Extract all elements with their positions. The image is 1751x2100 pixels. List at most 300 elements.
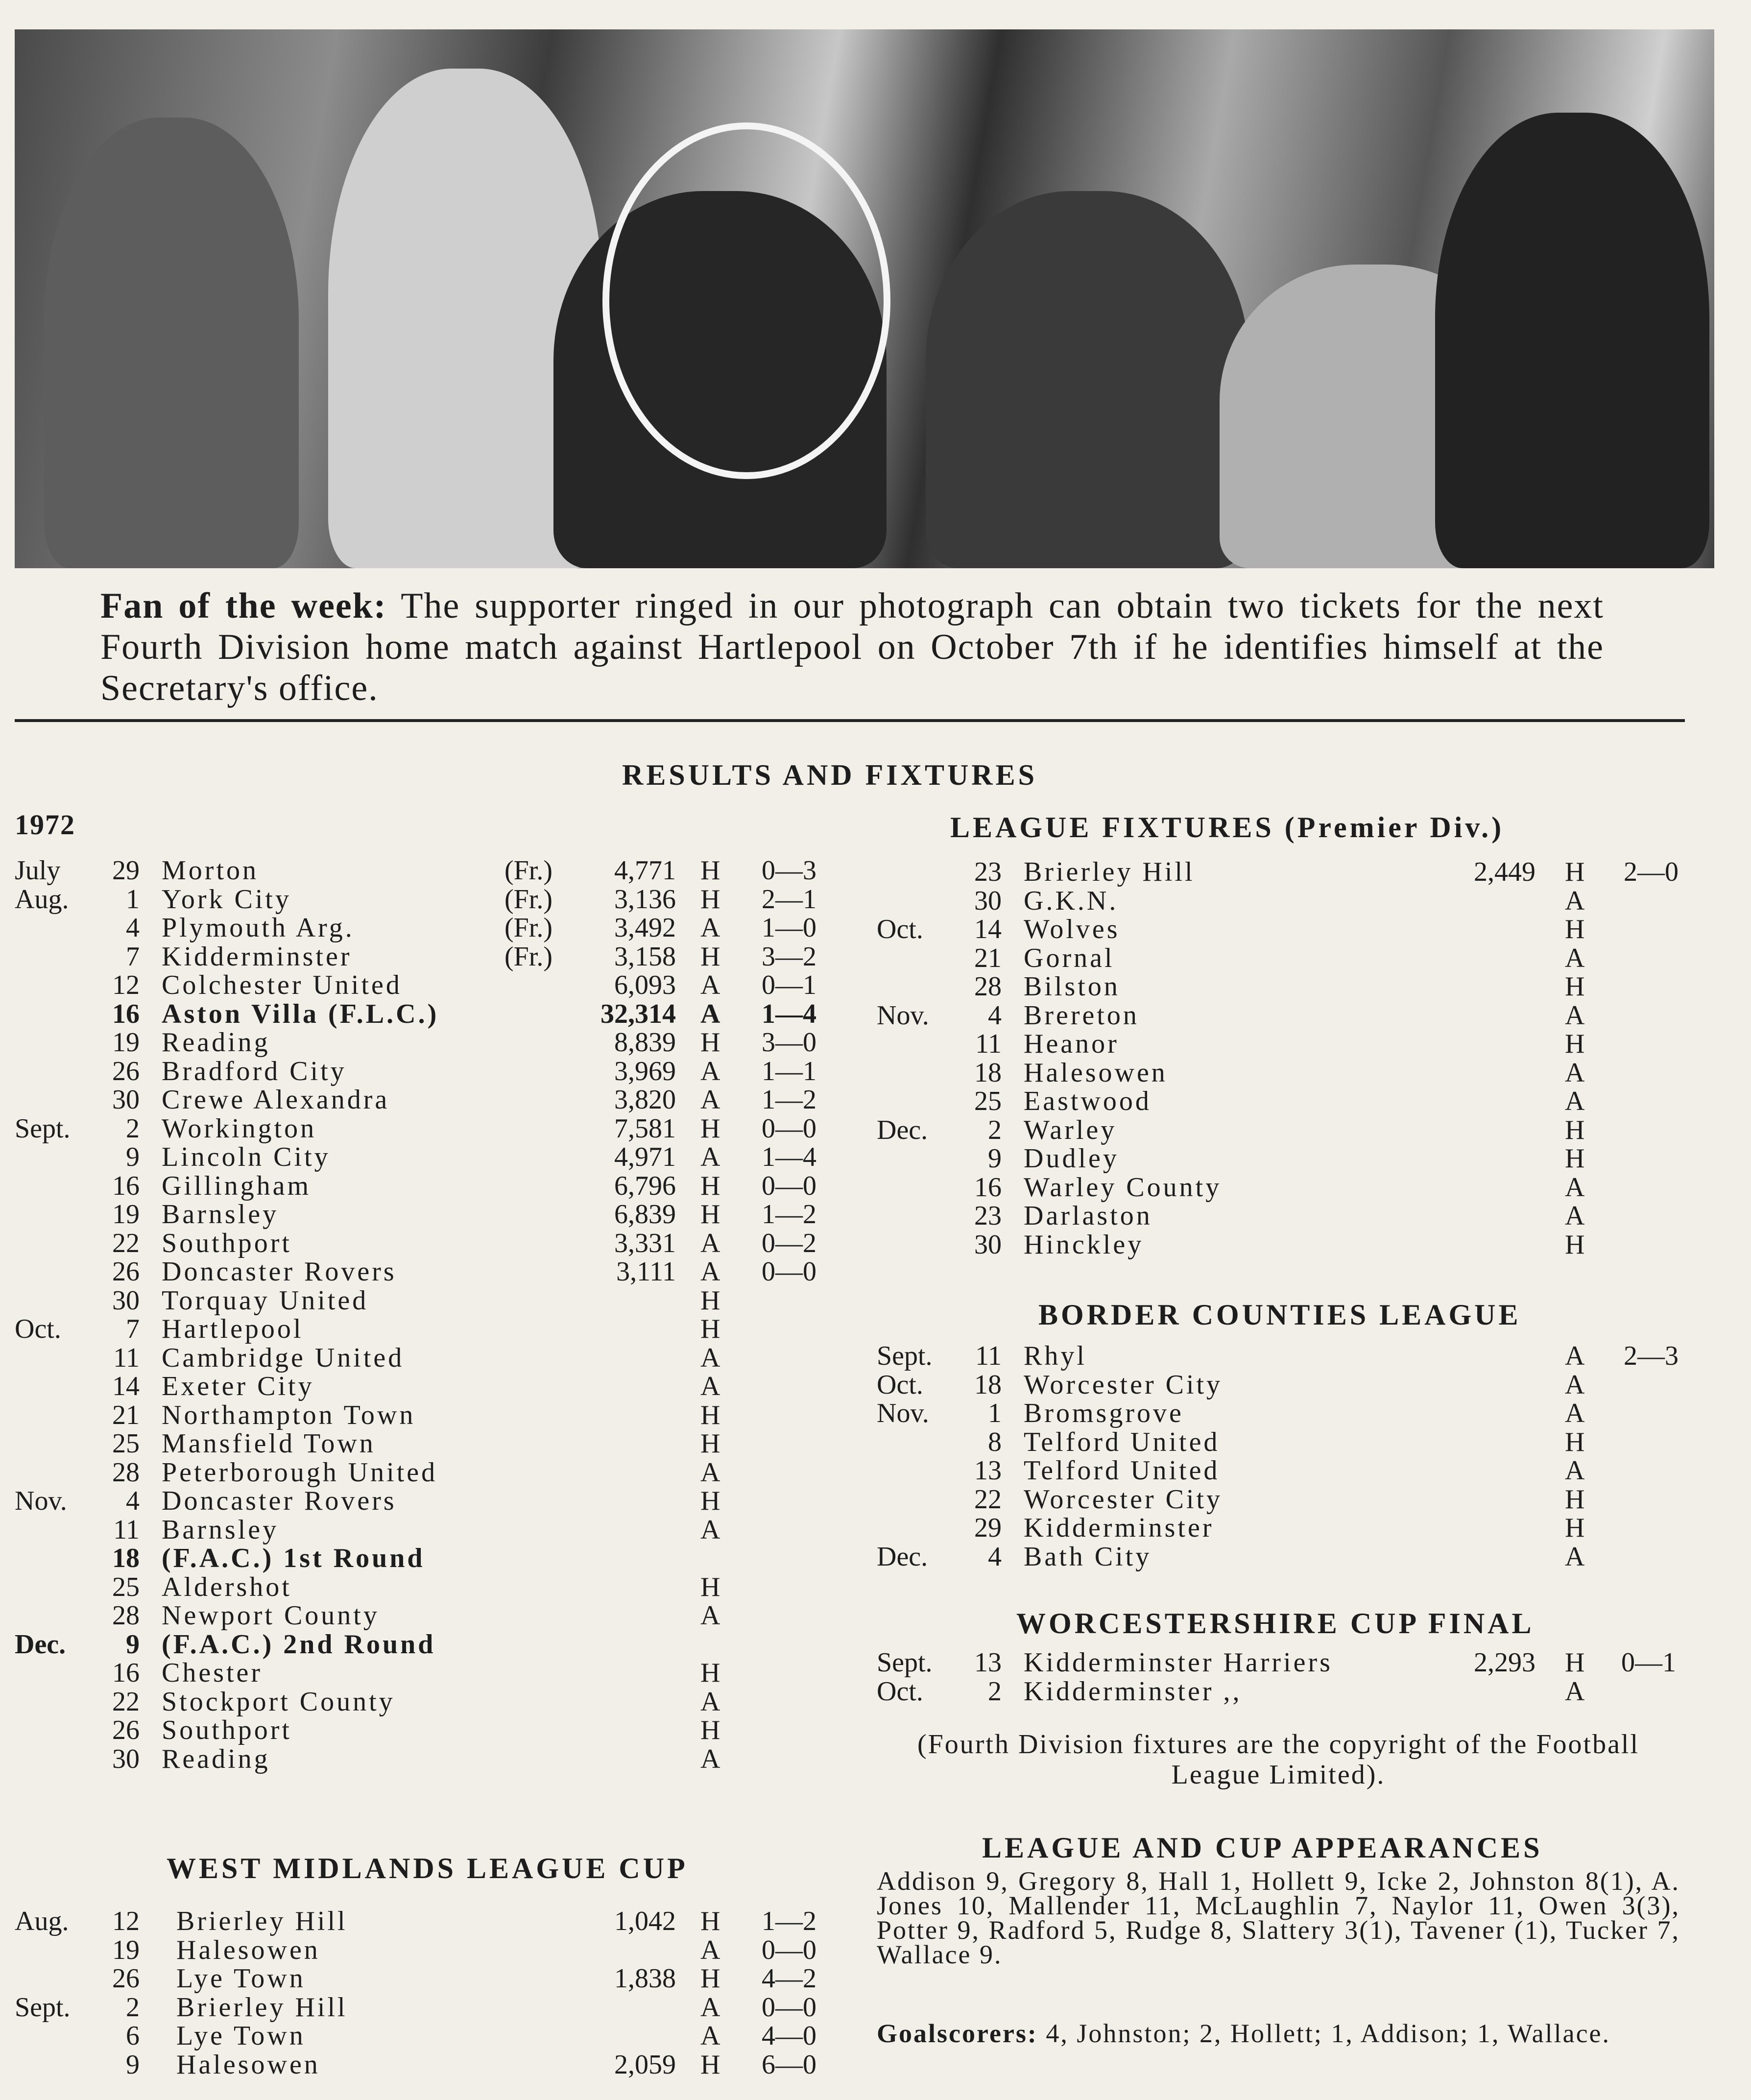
ringed-supporter-circle xyxy=(602,122,890,479)
fixture-attendance: 6,839 xyxy=(614,1199,676,1230)
fixture-row xyxy=(877,1229,1709,1258)
fixture-venue: A xyxy=(700,1743,720,1774)
fixture-opponent: Telford United xyxy=(1024,1426,1220,1457)
fixture-opponent: Brereton xyxy=(1024,1000,1139,1031)
fixture-opponent: Dudley xyxy=(1024,1143,1119,1174)
fixture-day: 21 xyxy=(974,942,1002,973)
fixture-venue: H xyxy=(1565,1114,1585,1145)
fixture-row xyxy=(877,914,1709,942)
fixture-day: 16 xyxy=(112,998,140,1029)
fixture-score: 0—0 xyxy=(762,1934,816,1965)
league-fixtures-heading: LEAGUE FIXTURES (Premier Div.) xyxy=(950,811,1505,844)
fixture-score: 1—0 xyxy=(762,913,816,943)
fixture-opponent: Warley County xyxy=(1024,1172,1222,1203)
fixture-opponent: Halesowen xyxy=(176,2049,320,2080)
fixture-venue: H xyxy=(700,1963,720,1994)
fixture-row xyxy=(877,1086,1709,1114)
goalscorers-text: 4, Johnston; 2, Hollett; 1, Addison; 1, Wallace. xyxy=(1046,2019,1611,2048)
fixture-row xyxy=(15,1400,842,1428)
fixture-venue: A xyxy=(700,1371,720,1401)
copyright-note: (Fourth Division fixtures are the copyright of the Football League Limited). xyxy=(917,1729,1640,1790)
fixture-day: 19 xyxy=(112,1027,140,1058)
fixture-month: Oct. xyxy=(877,914,923,944)
fixture-day: 12 xyxy=(112,970,140,1000)
fixture-row xyxy=(15,969,842,998)
fixture-day: 22 xyxy=(112,1686,140,1717)
fixture-day: 28 xyxy=(112,1457,140,1488)
fixture-attendance: 4,771 xyxy=(614,855,676,886)
fixture-row xyxy=(15,1056,842,1085)
fixture-competition: (Fr.) xyxy=(504,855,552,886)
fixture-score: 0—3 xyxy=(762,855,816,886)
fixture-score: 4—0 xyxy=(762,2021,816,2051)
fixture-row xyxy=(877,1369,1709,1398)
fixture-month: Sept. xyxy=(15,1113,71,1144)
fixture-row xyxy=(877,1484,1709,1513)
fixture-day: 30 xyxy=(112,1285,140,1316)
fixture-month: Oct. xyxy=(15,1314,61,1344)
fixture-venue: A xyxy=(1565,1201,1585,1231)
fixture-score: 1—4 xyxy=(762,1142,816,1172)
fixture-venue: A xyxy=(700,1992,720,2023)
fixture-month: Nov. xyxy=(877,1000,929,1031)
fixture-opponent: Stockport County xyxy=(162,1686,395,1717)
fixture-score: 0—0 xyxy=(762,1113,816,1144)
fixture-score: 0—0 xyxy=(762,1992,816,2023)
fixture-day: 23 xyxy=(974,1201,1002,1231)
fixture-day: 18 xyxy=(974,1057,1002,1088)
fixture-venue: H xyxy=(1565,857,1585,887)
fixture-opponent: (F.A.C.) 1st Round xyxy=(162,1543,425,1573)
fixture-opponent: Warley xyxy=(1024,1114,1117,1145)
fixture-opponent: Halesowen xyxy=(1024,1057,1168,1088)
fixture-opponent: Barnsley xyxy=(162,1199,279,1230)
fixture-row xyxy=(15,1371,842,1400)
fixture-opponent: (F.A.C.) 2nd Round xyxy=(162,1629,436,1660)
fixture-row xyxy=(877,1200,1709,1229)
fixture-row xyxy=(15,1657,842,1686)
fixture-row xyxy=(15,1686,842,1715)
fixture-opponent: Eastwood xyxy=(1024,1086,1151,1116)
fixture-row xyxy=(15,1600,842,1629)
fixture-opponent: Wolves xyxy=(1024,914,1120,944)
fixture-venue: H xyxy=(700,884,720,915)
fixture-day: 13 xyxy=(974,1647,1002,1678)
season-year: 1972 xyxy=(15,809,75,841)
fixture-day: 30 xyxy=(112,1085,140,1115)
fixture-attendance: 3,492 xyxy=(614,913,676,943)
fixture-day: 30 xyxy=(974,1229,1002,1260)
fixture-attendance: 1,042 xyxy=(614,1906,676,1936)
fixture-day: 19 xyxy=(112,1934,140,1965)
fixture-row xyxy=(877,1512,1709,1541)
fixture-day: 9 xyxy=(988,1143,1002,1174)
fixture-row xyxy=(877,971,1709,1000)
fixture-row xyxy=(15,1141,842,1170)
fixture-day: 22 xyxy=(974,1484,1002,1515)
fixture-row xyxy=(15,1027,842,1056)
fixture-venue: H xyxy=(700,1906,720,1936)
fixture-day: 11 xyxy=(113,1514,140,1545)
fixture-opponent: Bath City xyxy=(1024,1541,1152,1572)
fixture-row xyxy=(15,1906,842,1934)
fixture-attendance: 3,820 xyxy=(614,1085,676,1115)
fixture-score: 0—1 xyxy=(762,970,816,1000)
fixture-attendance: 32,314 xyxy=(600,998,676,1029)
fixture-score: 1—1 xyxy=(762,1056,816,1086)
fixture-venue: A xyxy=(700,1514,720,1545)
fixture-day: 14 xyxy=(112,1371,140,1401)
fixture-opponent: Brierley Hill xyxy=(176,1906,348,1936)
fixture-opponent: York City xyxy=(162,884,291,915)
fixture-row xyxy=(877,1647,1709,1676)
fixture-opponent: Exeter City xyxy=(162,1371,314,1401)
fixture-attendance: 3,969 xyxy=(614,1056,676,1086)
fixture-score: 2—0 xyxy=(1624,857,1679,887)
fixture-score: 1—2 xyxy=(762,1085,816,1115)
fixture-venue: A xyxy=(700,1342,720,1373)
fixture-day: 19 xyxy=(112,1199,140,1230)
fixture-venue: A xyxy=(700,1228,720,1258)
goalscorers-label: Goalscorers: xyxy=(877,2019,1038,2048)
fixture-opponent: Cambridge United xyxy=(162,1342,405,1373)
fixture-row xyxy=(15,884,842,913)
fixture-row xyxy=(15,1313,842,1342)
fixture-day: 22 xyxy=(112,1228,140,1258)
fan-photograph xyxy=(15,29,1714,568)
fixture-day: 25 xyxy=(112,1428,140,1459)
fixture-venue: A xyxy=(1565,1541,1585,1572)
fixture-month: Sept. xyxy=(15,1992,71,2023)
fixture-score: 0—2 xyxy=(762,1228,816,1258)
fixture-venue: A xyxy=(1565,885,1585,916)
fixture-row xyxy=(15,1113,842,1142)
fixture-day: 30 xyxy=(112,1743,140,1774)
fixture-opponent: Barnsley xyxy=(162,1514,279,1545)
fixture-attendance: 3,111 xyxy=(616,1256,676,1287)
fixture-row xyxy=(877,1028,1709,1057)
appearances-heading: LEAGUE AND CUP APPEARANCES xyxy=(982,1832,1543,1864)
fixture-row xyxy=(15,1428,842,1457)
fixture-venue: A xyxy=(700,1056,720,1086)
fixture-opponent: Doncaster Rovers xyxy=(162,1486,397,1516)
fixture-venue: H xyxy=(1565,1029,1585,1059)
fixture-row xyxy=(15,1084,842,1113)
fixture-venue: A xyxy=(700,998,720,1029)
caption-lead: Fan of the week: xyxy=(100,586,387,626)
fixture-opponent: Aldershot xyxy=(162,1571,292,1602)
fixture-venue: A xyxy=(700,1256,720,1287)
fixture-opponent: Peterborough United xyxy=(162,1457,438,1488)
fixture-venue: H xyxy=(1565,914,1585,944)
fixture-day: 25 xyxy=(112,1571,140,1602)
fixture-venue: A xyxy=(1565,1057,1585,1088)
fixture-opponent: Southport xyxy=(162,1715,292,1745)
fixture-venue: H xyxy=(700,1027,720,1058)
fixture-day: 25 xyxy=(974,1086,1002,1116)
fixture-score: 0—1 xyxy=(1621,1647,1676,1678)
fixture-opponent: Gornal xyxy=(1024,942,1115,973)
fixture-venue: H xyxy=(1565,1426,1585,1457)
fixture-day: 23 xyxy=(974,857,1002,887)
fixture-day: 2 xyxy=(988,1676,1002,1707)
fixture-day: 9 xyxy=(126,1629,140,1660)
fixture-row xyxy=(15,1629,842,1658)
fixture-row xyxy=(15,1199,842,1228)
fixture-day: 16 xyxy=(974,1172,1002,1203)
fixture-row xyxy=(15,998,842,1027)
fixture-row xyxy=(15,1457,842,1486)
fixture-opponent: Bilston xyxy=(1024,971,1120,1002)
fixture-venue: H xyxy=(700,1285,720,1316)
fixture-day: 29 xyxy=(974,1513,1002,1543)
fixture-row xyxy=(877,1057,1709,1086)
fixture-day: 30 xyxy=(974,885,1002,916)
fixture-opponent: Aston Villa (F.L.C.) xyxy=(162,998,439,1029)
fixture-score: 3—2 xyxy=(762,941,816,972)
fixture-score: 1—2 xyxy=(762,1199,816,1230)
fixture-venue: H xyxy=(700,1170,720,1201)
fixture-opponent: Mansfield Town xyxy=(162,1428,376,1459)
fixture-score: 1—4 xyxy=(762,998,816,1029)
fixture-competition: (Fr.) xyxy=(504,884,552,915)
fixture-attendance: 3,136 xyxy=(614,884,676,915)
worcestershire-cup-list xyxy=(877,1647,1709,1707)
fixture-row xyxy=(15,1714,842,1743)
fixture-day: 2 xyxy=(126,1113,140,1144)
fixture-day: 4 xyxy=(988,1541,1002,1572)
fixture-opponent: Worcester City xyxy=(1024,1369,1223,1400)
fixture-row xyxy=(15,912,842,941)
goalscorers xyxy=(877,2021,1680,2046)
fixture-opponent: Doncaster Rovers xyxy=(162,1256,397,1287)
fixture-venue: H xyxy=(700,2049,720,2080)
fixture-row xyxy=(15,941,842,970)
fixture-score: 3—0 xyxy=(762,1027,816,1058)
fixture-day: 28 xyxy=(974,971,1002,1002)
fixture-day: 26 xyxy=(112,1056,140,1086)
fixture-venue: A xyxy=(1565,1172,1585,1203)
fixture-venue: A xyxy=(1565,942,1585,973)
fixture-venue: H xyxy=(700,1314,720,1344)
fixture-venue: A xyxy=(1565,1341,1585,1371)
fixture-attendance: 6,796 xyxy=(614,1170,676,1201)
fixture-day: 16 xyxy=(112,1170,140,1201)
fixture-opponent: Colchester United xyxy=(162,970,402,1000)
fixture-row xyxy=(15,1743,842,1772)
fixture-month: Aug. xyxy=(15,884,69,915)
fixture-attendance: 7,581 xyxy=(614,1113,676,1144)
fixture-month: Sept. xyxy=(877,1341,933,1371)
fixture-opponent: Darlaston xyxy=(1024,1201,1152,1231)
fixture-opponent: Workington xyxy=(162,1113,317,1144)
results-fixtures-heading: RESULTS AND FIXTURES xyxy=(622,759,1038,791)
fixture-score: 4—2 xyxy=(762,1963,816,1994)
fixture-day: 26 xyxy=(112,1256,140,1287)
west-midlands-cup-heading: WEST MIDLANDS LEAGUE CUP xyxy=(167,1852,688,1884)
fixture-day: 4 xyxy=(988,1000,1002,1031)
fixture-opponent: Bradford City xyxy=(162,1056,347,1086)
fixture-opponent: G.K.N. xyxy=(1024,885,1119,916)
fixture-venue: A xyxy=(1565,1000,1585,1031)
fixture-venue: A xyxy=(700,1457,720,1488)
fixture-venue: H xyxy=(1565,1229,1585,1260)
fixture-opponent: Torquay United xyxy=(162,1285,369,1316)
fixture-competition: (Fr.) xyxy=(504,941,552,972)
fixture-row xyxy=(15,1170,842,1199)
fixture-venue: H xyxy=(1565,1484,1585,1515)
fixture-venue: A xyxy=(1565,1369,1585,1400)
fixture-row xyxy=(877,1340,1709,1369)
appearances-text: Addison 9, Gregory 8, Hall 1, Hollett 9, Icke 2, Johnston 8(1), A. Jones 10, Mallender 11, McLaughlin 7, Naylor 11, Owen 3(3), Potter 9, Radford 5, Rudge 8, Slattery 3(1), Tavener (1), Tucker 7, Wallace 9. xyxy=(877,1866,1680,1969)
fixture-month: Nov. xyxy=(877,1398,929,1428)
fixture-opponent: Heanor xyxy=(1024,1029,1119,1059)
fixture-day: 4 xyxy=(126,913,140,943)
fixture-day: 18 xyxy=(112,1543,140,1573)
fixture-day: 2 xyxy=(988,1114,1002,1145)
fixture-day: 26 xyxy=(112,1963,140,1994)
fixture-venue: A xyxy=(700,913,720,943)
fixture-venue: H xyxy=(1565,1513,1585,1543)
fixture-row xyxy=(877,856,1709,885)
fixture-day: 7 xyxy=(126,1314,140,1344)
fixture-row xyxy=(877,1143,1709,1172)
fixture-opponent: Brierley Hill xyxy=(1024,857,1195,887)
fixture-opponent: Rhyl xyxy=(1024,1341,1087,1371)
fixture-row xyxy=(877,1114,1709,1143)
fixture-opponent: Reading xyxy=(162,1743,270,1774)
fixture-opponent: Lincoln City xyxy=(162,1142,331,1172)
divider-rule xyxy=(15,719,1685,722)
fixture-row xyxy=(15,1934,842,1963)
fixture-day: 26 xyxy=(112,1715,140,1745)
fixture-row xyxy=(15,1571,842,1600)
fixture-row xyxy=(15,1514,842,1543)
fixture-day: 18 xyxy=(974,1369,1002,1400)
fixture-day: 11 xyxy=(113,1342,140,1373)
border-counties-list xyxy=(877,1340,1709,1572)
fixture-venue: H xyxy=(1565,1143,1585,1174)
fixture-venue: A xyxy=(700,2021,720,2051)
fixture-score: 0—0 xyxy=(762,1256,816,1287)
fixture-attendance: 4,971 xyxy=(614,1142,676,1172)
fixture-day: 7 xyxy=(126,941,140,972)
fixture-attendance: 2,293 xyxy=(1474,1647,1535,1678)
fixture-day: 21 xyxy=(112,1400,140,1430)
fixture-venue: H xyxy=(700,1571,720,1602)
fixture-day: 6 xyxy=(126,2021,140,2051)
fixture-opponent: Lye Town xyxy=(176,2021,306,2051)
worcestershire-cup-heading: WORCESTERSHIRE CUP FINAL xyxy=(1016,1607,1535,1640)
fixture-venue: A xyxy=(1565,1398,1585,1428)
fixture-day: 1 xyxy=(126,884,140,915)
fixture-venue: A xyxy=(700,970,720,1000)
fixture-score: 0—0 xyxy=(762,1170,816,1201)
west-midlands-cup-list xyxy=(15,1906,842,2080)
fixture-row xyxy=(15,1256,842,1285)
fixture-month: Sept. xyxy=(877,1647,933,1678)
fixture-venue: H xyxy=(700,1113,720,1144)
fixture-row xyxy=(877,1398,1709,1426)
fixture-row xyxy=(15,1963,842,1992)
fixture-opponent: Morton xyxy=(162,855,259,886)
fixture-row xyxy=(15,1992,842,2021)
fixture-day: 29 xyxy=(112,855,140,886)
fixture-month: July xyxy=(15,855,61,886)
fixture-day: 13 xyxy=(974,1455,1002,1486)
fixture-row xyxy=(877,1676,1709,1705)
fixture-opponent: Hinckley xyxy=(1024,1229,1144,1260)
fixture-venue: H xyxy=(1565,1647,1585,1678)
fixture-venue: A xyxy=(700,1142,720,1172)
fixture-opponent: Southport xyxy=(162,1228,292,1258)
fixture-day: 9 xyxy=(126,1142,140,1172)
fixture-opponent: Kidderminster ,, xyxy=(1024,1676,1242,1707)
fixture-day: 4 xyxy=(126,1486,140,1516)
fixture-attendance: 1,838 xyxy=(614,1963,676,1994)
fixture-venue: A xyxy=(700,1934,720,1965)
fixture-score: 2—1 xyxy=(762,884,816,915)
fixture-venue: A xyxy=(700,1085,720,1115)
fixture-row xyxy=(877,1541,1709,1570)
fixture-venue: A xyxy=(1565,1086,1585,1116)
caption-text: The supporter ringed in our photograph can obtain two tickets for the next Fourth Division home match against Hartlepool on October 7th if he identifies himself at the Secretary's office. xyxy=(100,586,1604,708)
fixture-day: 14 xyxy=(974,914,1002,944)
fixture-opponent: Kidderminster xyxy=(162,941,352,972)
fixture-row xyxy=(15,1228,842,1256)
fixture-attendance: 6,093 xyxy=(614,970,676,1000)
fixture-month: Dec. xyxy=(15,1629,66,1660)
border-counties-heading: BORDER COUNTIES LEAGUE xyxy=(1038,1299,1521,1331)
fixture-score: 1—2 xyxy=(762,1906,816,1936)
fixture-month: Aug. xyxy=(15,1906,69,1936)
fixture-opponent: Brierley Hill xyxy=(176,1992,348,2023)
fixture-day: 11 xyxy=(975,1341,1002,1371)
fixture-day: 16 xyxy=(112,1658,140,1688)
fixture-venue: H xyxy=(700,855,720,886)
fixture-score: 6—0 xyxy=(762,2049,816,2080)
fixture-venue: H xyxy=(700,1715,720,1745)
fixture-venue: H xyxy=(1565,971,1585,1002)
fixture-row xyxy=(15,2049,842,2078)
fixture-opponent: Kidderminster xyxy=(1024,1513,1214,1543)
fixture-day: 8 xyxy=(988,1426,1002,1457)
fixture-venue: H xyxy=(700,1428,720,1459)
fixture-venue: H xyxy=(700,1199,720,1230)
fixture-opponent: Newport County xyxy=(162,1600,380,1631)
fixture-month: Dec. xyxy=(877,1541,928,1572)
fixture-attendance: 8,839 xyxy=(614,1027,676,1058)
fixture-attendance: 3,158 xyxy=(614,941,676,972)
fixture-row xyxy=(15,1285,842,1314)
fixture-row xyxy=(15,1543,842,1571)
fixture-row xyxy=(877,942,1709,971)
fixture-row xyxy=(877,1455,1709,1484)
fixture-venue: A xyxy=(700,1686,720,1717)
fixture-opponent: Gillingham xyxy=(162,1170,312,1201)
fixture-day: 28 xyxy=(112,1600,140,1631)
fixture-opponent: Chester xyxy=(162,1658,263,1688)
fixture-opponent: Worcester City xyxy=(1024,1484,1223,1515)
fixture-venue: H xyxy=(700,1400,720,1430)
fixture-attendance: 2,059 xyxy=(614,2049,676,2080)
fixture-day: 11 xyxy=(975,1029,1002,1059)
fixture-row xyxy=(877,1426,1709,1455)
fixture-opponent: Crewe Alexandra xyxy=(162,1085,390,1115)
fixture-row xyxy=(15,2020,842,2049)
fixture-venue: A xyxy=(700,1600,720,1631)
fixture-competition: (Fr.) xyxy=(504,913,552,943)
